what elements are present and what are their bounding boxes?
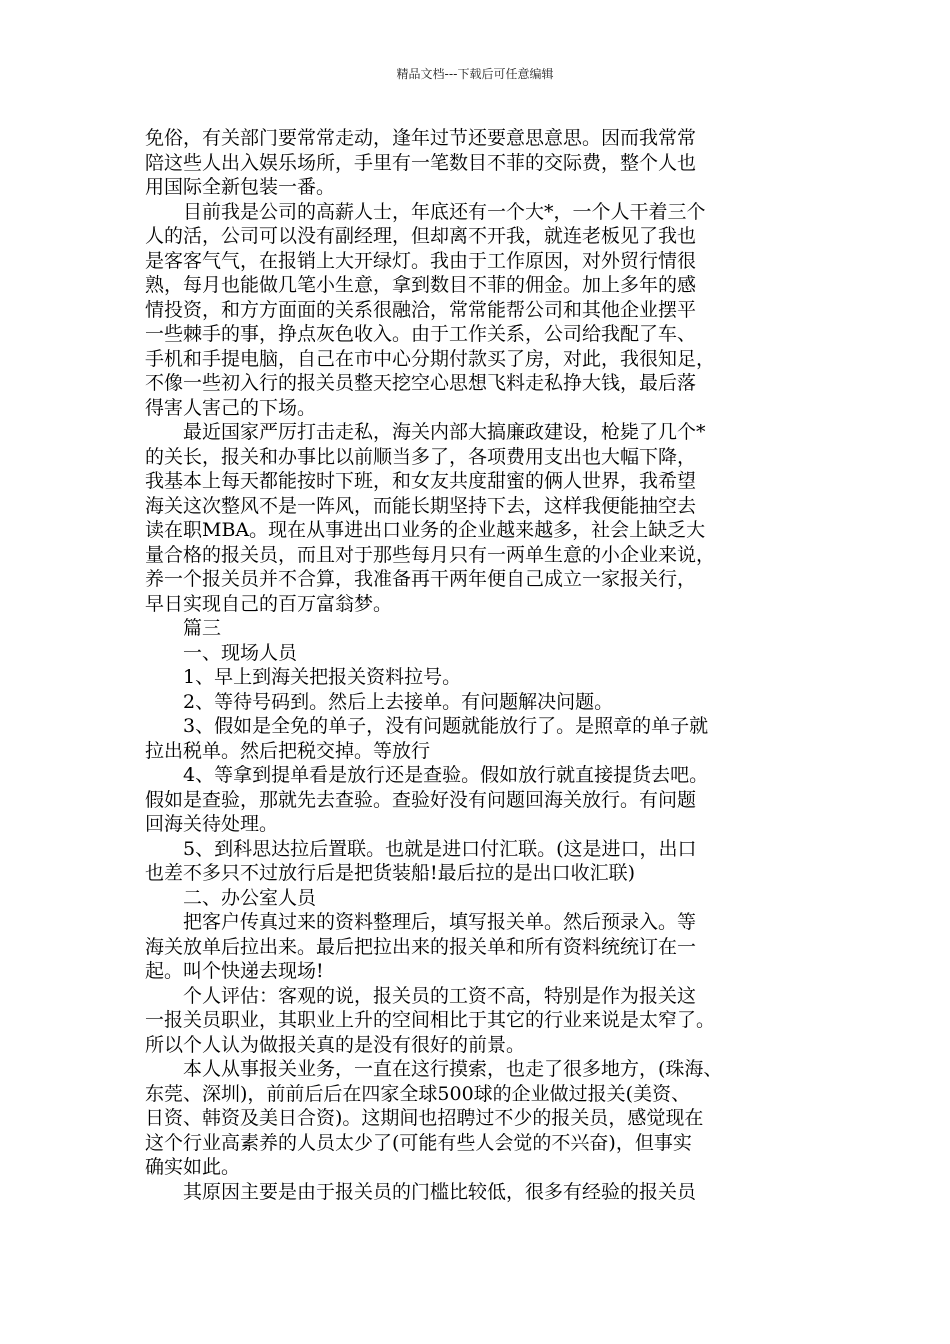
list-item-5: 5、到科思达拉后置联。也就是进口付汇联。(这是进口，出口 也差不多只不过放行后是把货装船!最后拉的是出口收汇联): [145, 837, 697, 884]
paragraph-personal-assessment: 个人评估：客观的说，报关员的工资不高，特别是作为报关这 一报关员职业，其职业上升的空间相比于其它的行业来说是太窄了。 所以个人认为做报关真的是没有很好的前景。: [145, 984, 716, 1056]
list-item-2: 2、等待号码到。然后上去接单。有问题解决问题。: [145, 690, 614, 713]
subheading-onsite-staff: 一、现场人员: [145, 641, 298, 664]
section-heading-part-three: 篇三: [145, 617, 222, 639]
list-item-1: 1、早上到海关把报关资料拉号。: [145, 666, 462, 688]
paragraph-2: 目前我是公司的高薪人士，年底还有一个大*，一个人干着三个 人的活，公司可以没有副经理，但却离不开我，就连老板见了我也 是客客气气，在报销上大开绿灯。我由于工作原因，对外贸行情很 熟，每月也能做几笔小生意，拿到数目不菲的佣金。加上多年的感 情投资，和方方面面的关系很融洽，常常能帮公司和其他企业摆平 一些棘手的事，挣点灰色收入。由于工作关系，公司给我配了车、 手机和手提电脑，自己在市中心分期付款买了房，对此，我很知足， 不像一些初入行的报关员整天挖空心思想飞料走私挣大钱，最后落 得害人害己的下场。: [145, 200, 716, 419]
paragraph-reason: 其原因主要是由于报关员的门槛比较低，很多有经验的报关员: [145, 1180, 697, 1203]
subheading-office-staff: 二、办公室人员: [145, 886, 317, 909]
page-header: 精品文档---下载后可任意编辑: [396, 67, 554, 81]
document-body: [145, 126, 810, 1204]
list-item-4: 4、等拿到提单看是放行还是查验。假如放行就直接提货去吧。 假如是查验，那就先去查验。查验好没有问题回海关放行。有问题 回海关待处理。: [145, 764, 709, 835]
list-item-3: 3、假如是全免的单子，没有问题就能放行了。是照章的单子就 拉出税单。然后把税交掉。等放行: [145, 715, 709, 762]
paragraph-experience: 本人从事报关业务，一直在这行摸索，也走了很多地方，(珠海、 东莞、深圳)，前前后后在四家全球500球的企业做过报关(美资、 日资、韩资及美日合资)。这期间也招聘过不少的报关员，感觉现在 这个行业高素养的人员太少了(可能有些人会觉的不兴奋)，但事实 确实如此。: [145, 1058, 723, 1178]
paragraph-3: 最近国家严厉打击走私，海关内部大搞廉政建设，枪毙了几个* 的关长，报关和办事比以前顺当多了，各项费用支出也大幅下降， 我基本上每天都能按时下班，和女友共度甜蜜的俩人世界，我希望 海关这次整风不是一阵风，而能长期坚持下去，这样我便能抽空去 读在职MBA。现在从事进出口业务的企业越来越多，社会上缺乏大 量合格的报关员，而且对于那些每月只有一两单生意的小企业来说， 养一个报关员并不合算，我准备再干两年便自己成立一家报关行， 早日实现自己的百万富翁梦。: [145, 421, 716, 615]
paragraph-office-process: 把客户传真过来的资料整理后，填写报关单。然后预录入。等 海关放单后拉出来。最后把拉出来的报关单和所有资料统统订在一 起。叫个快递去现场!: [145, 911, 697, 982]
paragraph-1: 免俗，有关部门要常常走动，逢年过节还要意思意思。因而我常常 陪这些人出入娱乐场所，手里有一笔数目不菲的交际费，整个人也 用国际全新包装一番。: [145, 127, 697, 198]
